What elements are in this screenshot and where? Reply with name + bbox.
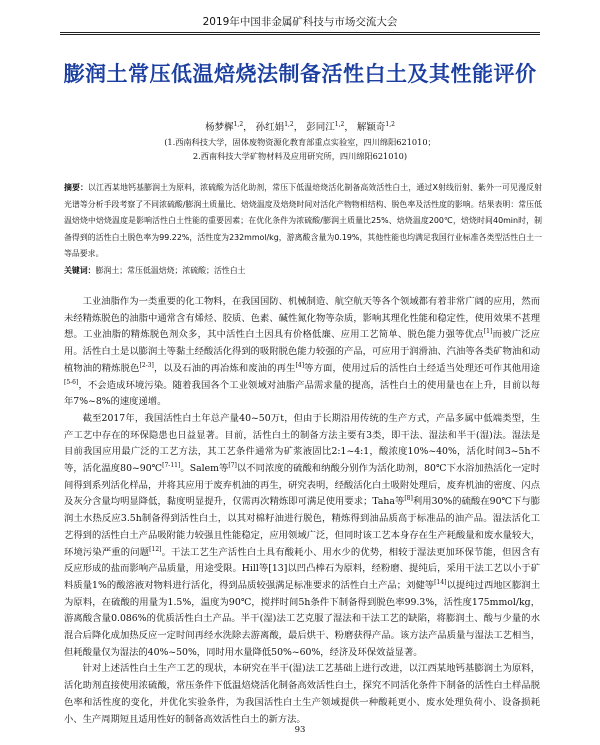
conference-header: 2019年中国非金属矿科技与市场交流大会 — [202, 16, 398, 28]
text-run: 。干法工艺生产活性白土具有酸耗小、用水少的优势，相较于湿法更加环保节能，但因含有反应形成的盐而影响产品质量，用途受限。Hill等[13]以凹凸棒石为原料，经粉磨、提纯后，采用干法工艺以小于矿料质量1%的酸溶液对物料进行活化，得到品质较强满足标准要求的活性白土产品；刘健等 — [64, 546, 540, 591]
text-run: 等方面，使用过后的活性白土经适当处理还可作其他用途 — [304, 362, 540, 374]
citation: [7-11] — [162, 461, 181, 469]
text-run: 利用30%的硫酸在90℃下与膨润土水热反应3.5h制备得到活性白土，以其对棉籽油进行脱色，精炼得到油品质高于标准品的油产品。湿法活化工艺得到的活性白土产品吸附能力较强且性能稳定，应用领域广泛，但同时该工艺本身存在生产耗酸量和废水量较大，环境污染严重的问题 — [64, 496, 540, 558]
citation: [12] — [149, 545, 162, 553]
header-rule — [60, 32, 540, 33]
affiliation-2: 2.西南科技大学矿物材料及应用研究所，四川绵阳621010) — [192, 151, 408, 161]
text-run: 截至2017年，我国活性白土年总产量40~50万t，但由于长期沿用传统的生产方式，产品多属中低端类型，生产工艺中存在的环保隐患也日益显著。目前，活性白土的制备方法主要有3类，即干法、湿法和半干(湿)法。湿法是目前我国应用最广泛的工艺方法，其工艺条件通常为矿浆液固比2:1~4:1，酸浓度10%~40%，活化时间3~5h不等，活化温度80~90℃ — [64, 412, 540, 475]
text-run: 以不同浓度的硫酸和纳酸分别作为活化助剂，80℃下水浴加热活化一定时间得到系列活化样品，并将其应用于废弃机油的再生，研究表明，经酸活化白土吸附处理后，废弃机油的密度、闪点及灰分含量均明显降低，黏度明显提升，仅需再次精炼即可满足使用要求；Taha等 — [64, 463, 540, 508]
keywords-text: 膨润土；常压低温焙烧；浓硫酸；活性白土 — [95, 266, 246, 275]
author-name: 解颖奇 — [356, 122, 386, 133]
text-run: 而被广泛应用。活性白土是以膨润土等黏土经酸活化得到的吸附脱色能力较强的产品，可应用于润滑油、汽油等各类矿物油和动植物油的精炼脱色 — [64, 329, 540, 374]
keywords — [64, 265, 542, 276]
citation: [8] — [404, 495, 413, 503]
body-paragraph-1 — [64, 294, 540, 411]
page-number: 93 — [294, 725, 306, 735]
citation: [1] — [483, 328, 493, 336]
author-affiliation-mark: 1,2 — [284, 120, 294, 128]
text-run: 工业油脂作为一类重要的化工物料，在我国国防、机械制造、航空航天等各个领域都有着非常广阔的应用，然而未经精炼脱色的油脂中通常含有烯烃、胶质、色素、碱性氮化物等杂质，影响其理化性能和稳定性，使用效果不甚理想。工业油脂的精炼脱色剂众多，其中活性白土因具有价格低廉、应用工艺简单、脱色能力强等优点 — [64, 296, 540, 341]
author-affiliation-mark: 1,2 — [334, 120, 345, 128]
text-run: 。Salem等 — [180, 463, 229, 475]
author-name: 彭同江 — [306, 122, 335, 133]
body-text — [64, 294, 540, 728]
abstract-text: 以江西某地钙基膨润土为原料，浓硫酸为活化助剂，常压下低温焙烧活化制备高效活性白土，通过X射线衍射、紫外一可见漫反射光谱等分析手段考察了不同浓硫酸/膨润土质量比、焙烧温度及焙烧时间对活化产物物相结构、脱色率及活性度的影响。结果表明：常压低温焙烧中焙烧温度是影响活性白土性能的重要因素；在优化条件为浓硫酸/膨润土质量比25%、焙烧温度200℃，焙烧时间40min时，制备得到的活性白土脱色率为99.22%，活性度为232mmol/kg，游离酸含量为0.19%，其他性能也均满足我国行业标准各类型活性白土一等品要求。 — [64, 183, 542, 258]
abstract-label: 摘要： — [64, 183, 89, 192]
body-paragraph-2 — [64, 411, 540, 662]
citation: [14] — [434, 578, 447, 586]
author-affiliation-mark: 1,2 — [385, 120, 395, 128]
affiliation-1: (1.西南科技大学，固体废物资源化教育部重点实验室，四川绵阳621010； — [164, 137, 436, 147]
header-rule-thin — [60, 34, 540, 35]
author-name: 杨梦樨 — [205, 122, 234, 133]
author-affiliation-mark: 1,2 — [233, 120, 244, 128]
keywords-label: 关键词： — [64, 266, 96, 275]
author-name: 孙红娟 — [255, 122, 285, 133]
citation: [4] — [295, 361, 305, 369]
paper-title: 膨润土常压低温焙烧法制备活性白土及其性能评价 — [63, 62, 537, 86]
citation: [5-6] — [64, 378, 79, 386]
text-run: ，以及石油的再冶炼和废油的再生 — [153, 362, 296, 374]
abstract — [64, 180, 542, 263]
text-run: 以提纯过西地区膨润土为原料，在硫酸的用量为1.5%，温度为90℃，搅拌时间5h条件下制备得到脱色率99.3%，活性度175mmol/kg，游离酸含量0.086%的优质活性白土产品。半干(湿)法工艺克服了湿法和干法工艺的缺陷，将膨润土、酸与少量的水混合后降化成加热反应一定时间再经水洗除去游离酸，最后烘干、粉磨获得产品。该方法产品质量与湿法工艺相当，但耗酸量仅为湿法的40%~50%，同时用水量降低50%~60%，经济及环保效益显著。 — [64, 579, 540, 658]
citation: [2-3] — [139, 361, 154, 369]
text-run: ，不会造成环境污染。随着我国各个工业领域对油脂产品需求量的提高，活性白土的使用量也在上升，目前以每年7%~8%的速度递增。 — [64, 379, 540, 408]
citation: [7] — [228, 461, 237, 469]
body-paragraph-3: 针对上述活性白土生产工艺的现状，本研究在半干(湿)法工艺基础上进行改进，以江西某地钙基膨润土为原料，活化助剂直接使用浓硫酸，常压条件下低温焙烧活化制备高效活性白土，探究不同活化条件下制备的活性白土样品脱色率和活性度的变化，并优化实验条件，为我国活性白土生产领域提供一种酸耗更小、废水处理负荷小、设备损耗小、生产周期短且适用性好的制备高效活性白土的新方法。 — [64, 663, 540, 725]
author-list: 杨梦樨$^{1,2}$， 孙红娟$^{1,2}$， 彭同江$^{1,2}$， 解颖奇$^{1,2}$ — [205, 120, 395, 133]
